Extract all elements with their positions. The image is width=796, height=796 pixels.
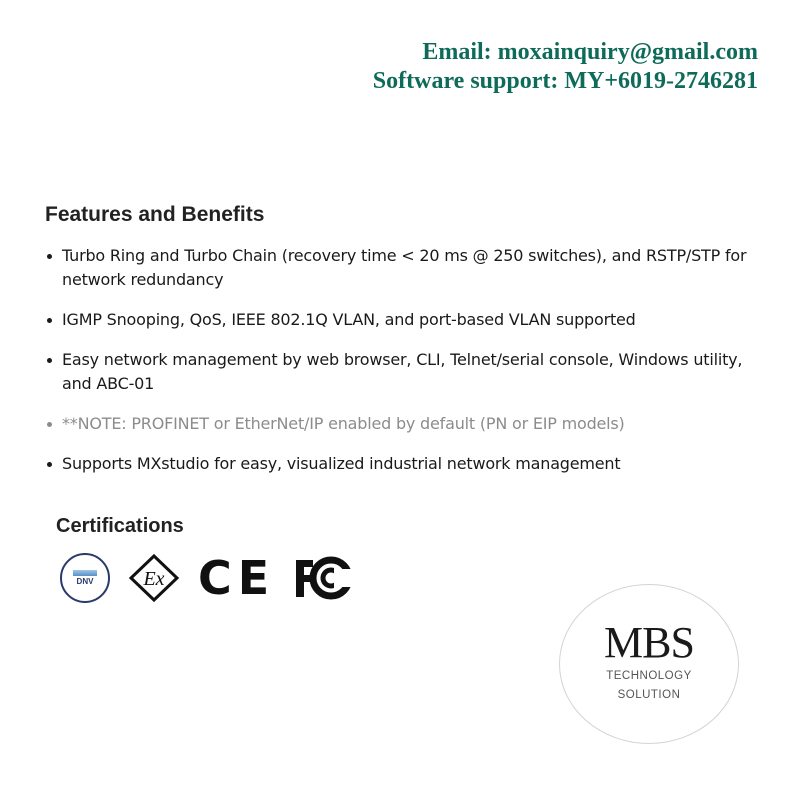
features-heading: Features and Benefits <box>45 203 265 226</box>
fcc-logo-icon <box>293 555 355 601</box>
certifications-heading: Certifications <box>56 515 184 537</box>
ce-mark-icon: CE <box>198 551 276 605</box>
mbs-watermark <box>559 584 739 744</box>
dnv-certification-icon <box>60 553 110 603</box>
dnv-label: DNV <box>76 577 94 586</box>
contact-support: Software support: MY+6019-2746281 <box>372 68 758 94</box>
mbs-sub-line1: TECHNOLOGY <box>606 670 692 682</box>
features-list <box>45 244 775 492</box>
certification-logos <box>60 553 355 603</box>
mbs-sub-line2: SOLUTION <box>617 689 681 701</box>
feature-item: IGMP Snooping, QoS, IEEE 802.1Q VLAN, and port-based VLAN supported <box>45 308 775 332</box>
feature-item: **NOTE: PROFINET or EtherNet/IP enabled by default (PN or EIP models) <box>45 412 775 436</box>
atex-ex-label: Ex <box>143 568 165 590</box>
contact-block <box>373 38 758 96</box>
atex-ex-icon <box>128 553 180 603</box>
mbs-mark: MBS <box>604 618 694 667</box>
feature-item: Easy network management by web browser, CLI, Telnet/serial console, Windows utility, and ABC-01 <box>45 348 775 396</box>
contact-email: Email: moxainquiry@gmail.com <box>422 39 758 65</box>
feature-item: Turbo Ring and Turbo Chain (recovery time < 20 ms @ 250 switches), and RSTP/STP for network redundancy <box>45 244 775 292</box>
feature-item: Supports MXstudio for easy, visualized industrial network management <box>45 452 775 476</box>
